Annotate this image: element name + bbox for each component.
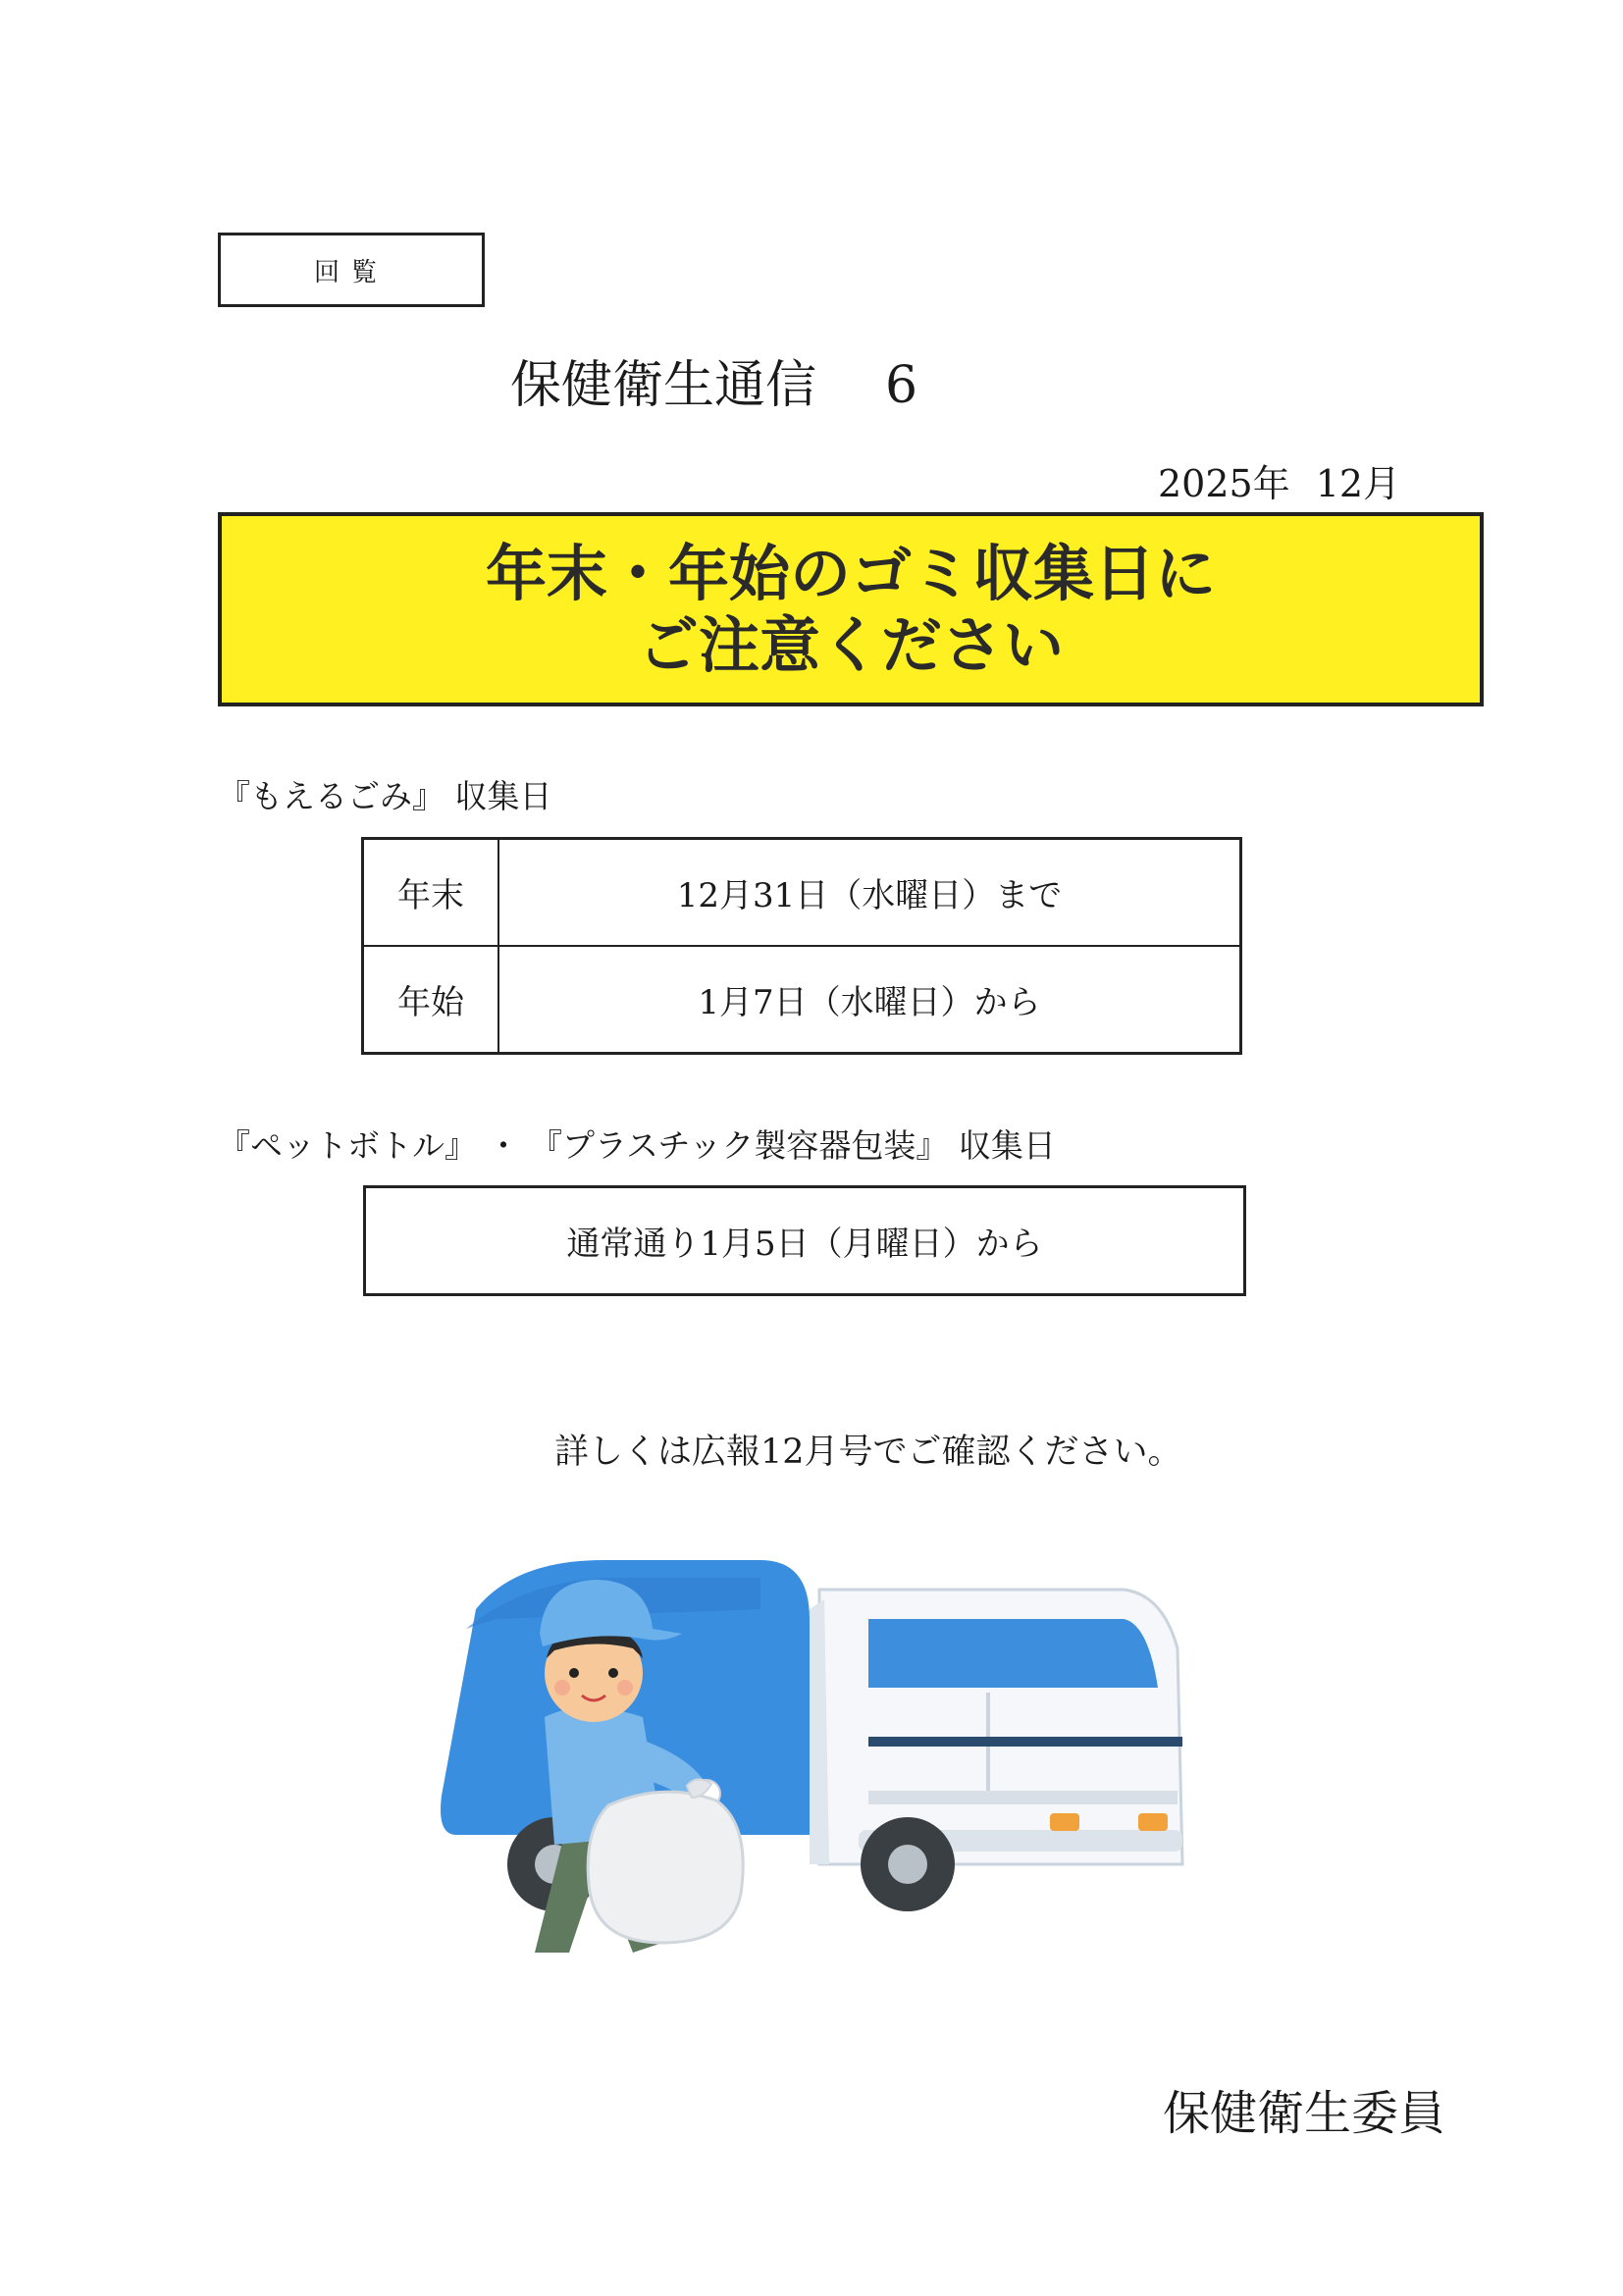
worker-eye-left — [569, 1668, 579, 1678]
date-year-end: 12月31日（水曜日）まで — [498, 839, 1241, 947]
circulation-stamp — [218, 233, 485, 307]
worker-cheek-left — [554, 1680, 570, 1696]
truck-windshield — [868, 1619, 1158, 1688]
truck-light-right — [1138, 1813, 1168, 1831]
recyclables-section-label: 『ペットボトル』 ・ 『プラスチック製容器包装』 収集日 — [218, 1126, 1056, 1165]
circulation-stamp-label: 回覧 — [313, 257, 389, 287]
newsletter-title-text: 保健衛生通信 — [510, 356, 817, 415]
issue-date-year: 2025年 — [1158, 462, 1290, 505]
signature: 保健衛生委員 — [1163, 2086, 1446, 2141]
details-note: 詳しくは広報12月号でご確認ください。 — [554, 1433, 1182, 1472]
truck-light-left — [1050, 1813, 1079, 1831]
headline-line-2: ご注意ください — [637, 609, 1064, 681]
issue-number: 6 — [885, 356, 918, 415]
issue-date-month: 12月 — [1315, 462, 1401, 505]
table-row — [363, 839, 1241, 947]
worker-eye-right — [608, 1668, 618, 1678]
headline-line-1: 年末・年始のゴミ収集日に — [485, 537, 1216, 609]
garbage-bag — [588, 1792, 743, 1943]
period-year-end: 年末 — [363, 839, 499, 947]
recyclables-schedule-box — [363, 1185, 1246, 1296]
table-row — [363, 946, 1241, 1054]
headline-banner — [218, 512, 1484, 706]
truck-trim — [868, 1737, 1182, 1747]
issue-date — [1158, 453, 1452, 507]
truck-grille — [868, 1791, 1178, 1804]
burnable-schedule-table — [361, 837, 1242, 1055]
truck-hub-front — [888, 1845, 927, 1884]
worker-cheek-right — [617, 1680, 633, 1696]
period-new-year: 年始 — [363, 946, 499, 1054]
recyclables-schedule: 通常通り1月5日（月曜日）から — [566, 1225, 1043, 1264]
garbage-truck-illustration — [437, 1540, 1202, 1972]
burnable-section-label: 『もえるごみ』 収集日 — [218, 777, 552, 815]
newsletter-title — [510, 343, 1119, 417]
date-new-year: 1月7日（水曜日）から — [498, 946, 1241, 1054]
